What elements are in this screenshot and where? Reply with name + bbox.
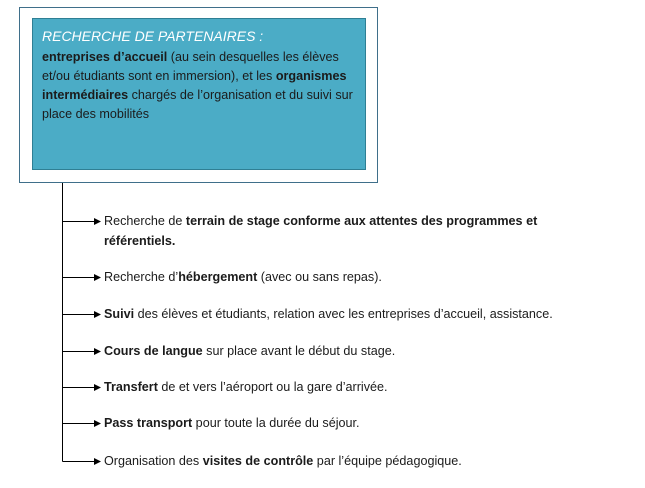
- arrow-head-4: [94, 348, 101, 355]
- item-terrain-de-stage: [104, 211, 604, 251]
- box-bold-organismes: organismes intermédiaires: [42, 69, 347, 102]
- arrow-head-5: [94, 384, 101, 391]
- item-pass-transport: [104, 413, 629, 433]
- item-cours-de-langue: [104, 341, 629, 361]
- box-bold-accueil: entreprises d’accueil: [42, 50, 168, 64]
- item-2-post: (avec ou sans repas).: [257, 270, 382, 284]
- arrow-head-7: [94, 458, 101, 465]
- item-2-pre: Recherche d’: [104, 270, 179, 284]
- item-6-post: pour toute la durée du séjour.: [192, 416, 360, 430]
- item-transfert: [104, 377, 629, 397]
- item-4-post: sur place avant le début du stage.: [202, 344, 396, 358]
- item-1-bold: terrain de stage conforme aux attentes des programmes et référentiels.: [104, 214, 538, 248]
- arrow-head-3: [94, 311, 101, 318]
- item-3-bold: Suivi: [104, 307, 135, 321]
- item-1-pre: Recherche de: [104, 214, 186, 228]
- item-3-post: des élèves et étudiants, relation avec les entreprises d’accueil, assistance.: [134, 307, 553, 321]
- item-2-bold: hébergement: [178, 270, 258, 284]
- item-hebergement: [104, 267, 629, 287]
- item-visites-de-controle: [104, 451, 629, 471]
- item-7-pre: Organisation des: [104, 454, 203, 468]
- item-4-bold: Cours de langue: [104, 344, 203, 358]
- item-6-bold: Pass transport: [104, 416, 193, 430]
- arrow-head-1: [94, 218, 101, 225]
- box-title: RECHERCHE DE PARTENAIRES :: [42, 28, 264, 44]
- item-5-post: de et vers l’aéroport ou la gare d’arrivée.: [157, 380, 388, 394]
- arrow-head-2: [94, 274, 101, 281]
- box-text-2: chargés de l’organisation et du suivi sur place des mobilités: [42, 88, 353, 121]
- arrow-head-6: [94, 420, 101, 427]
- box-text-1: (au sein desquelles les élèves et/ou étudiants sont en immersion), et les: [42, 50, 339, 83]
- item-7-post: par l’équipe pédagogique.: [313, 454, 462, 468]
- item-5-bold: Transfert: [104, 380, 158, 394]
- item-7-bold: visites de contrôle: [202, 454, 314, 468]
- item-suivi: [104, 304, 629, 324]
